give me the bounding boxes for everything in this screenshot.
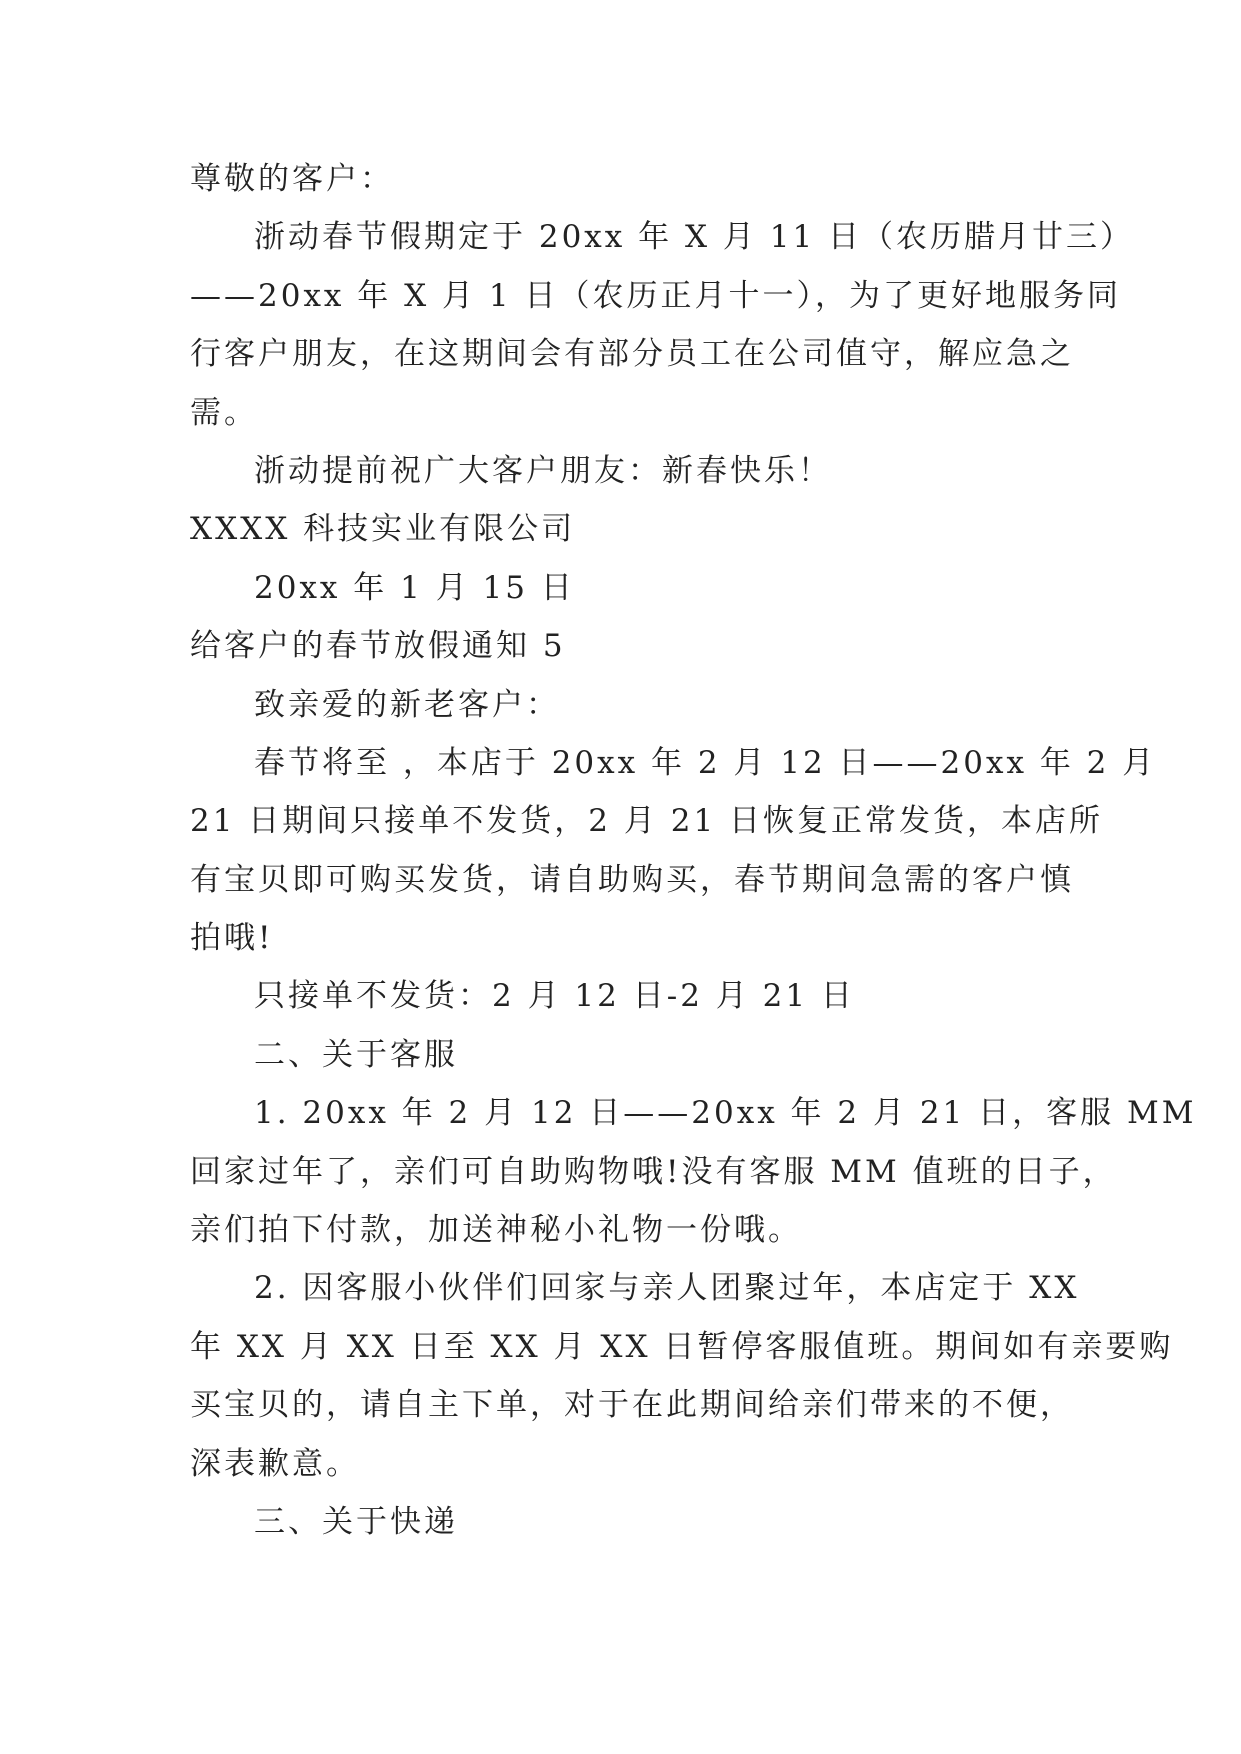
- paragraph-line: 买宝贝的，请自主下单，对于在此期间给亲们带来的不便，: [190, 1387, 1074, 1424]
- wishes-line: 浙动提前祝广大客户朋友：新春快乐！: [254, 452, 832, 489]
- date-line: 20xx 年 1 月 15 日: [254, 569, 575, 606]
- paragraph-line: 拍哦!: [190, 920, 274, 957]
- paragraph-line: 21 日期间只接单不发货，2 月 21 日恢复正常发货，本店所: [190, 803, 1104, 840]
- paragraph-line: 需。: [190, 394, 258, 431]
- paragraph-line: 有宝贝即可购买发货，请自助购买，春节期间急需的客户慎: [190, 861, 1074, 898]
- paragraph-line: 深表歉意。: [190, 1445, 360, 1482]
- document-body: [190, 150, 1197, 1551]
- paragraph-line: 亲们拍下付款，加送神秘小礼物一份哦。: [190, 1212, 802, 1249]
- paragraph-line: 行客户朋友，在这期间会有部分员工在公司值守，解应急之: [190, 336, 1074, 373]
- greeting-line: 尊敬的客户：: [190, 161, 394, 197]
- schedule-line: 只接单不发货：2 月 12 日-2 月 21 日: [254, 978, 855, 1015]
- section-title: 给客户的春节放假通知 5: [190, 628, 566, 665]
- company-name: XXXX 科技实业有限公司: [190, 511, 576, 548]
- section-heading: 三、关于快递: [254, 1503, 458, 1540]
- paragraph-line: 年 XX 月 XX 日至 XX 月 XX 日暂停客服值班。期间如有亲要购: [190, 1328, 1174, 1365]
- paragraph-line: 回家过年了，亲们可自助购物哦!没有客服 MM 值班的日子，: [190, 1153, 1117, 1190]
- paragraph-line: 春节将至 ，本店于 20xx 年 2 月 12 日——20xx 年 2 月: [254, 744, 1157, 781]
- list-item-line: 1. 20xx 年 2 月 12 日——20xx 年 2 月 21 日，客服 MM: [254, 1095, 1197, 1132]
- paragraph-line: 浙动春节假期定于 20xx 年 X 月 11 日（农历腊月廿三）: [254, 219, 1135, 256]
- section-heading: 二、关于客服: [254, 1036, 458, 1073]
- paragraph-line: ——20xx 年 X 月 1 日（农历正月十一），为了更好地服务同: [190, 277, 1121, 314]
- list-item-line: 2. 因客服小伙伴们回家与亲人团聚过年，本店定于 XX: [254, 1270, 1080, 1307]
- greeting-line: 致亲爱的新老客户：: [254, 686, 560, 723]
